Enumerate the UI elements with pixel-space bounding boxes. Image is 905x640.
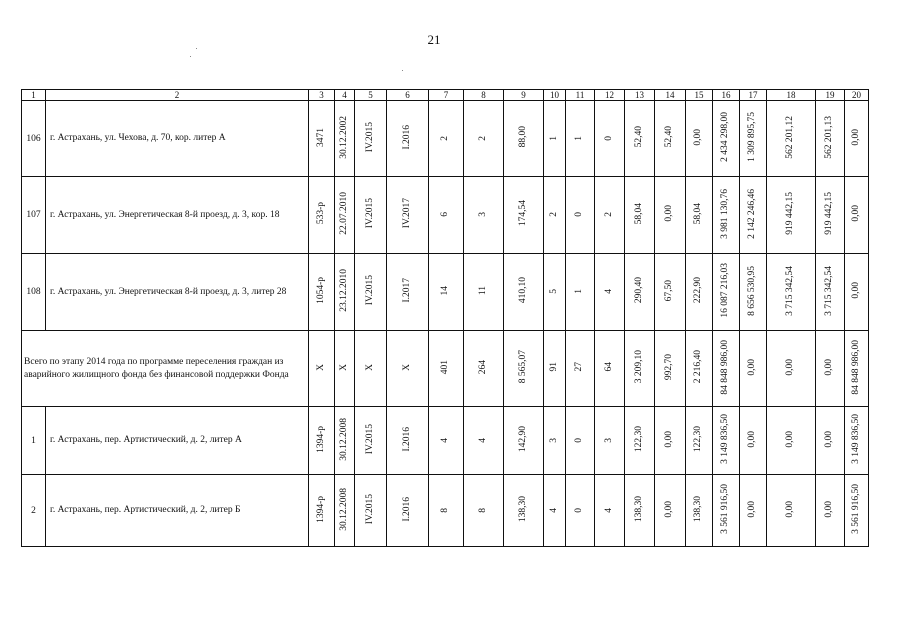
row-number	[22, 407, 46, 475]
value-cell	[595, 407, 625, 475]
value-text: 4	[603, 289, 614, 294]
header-cell: 18	[767, 90, 816, 101]
value-cell	[309, 407, 335, 475]
value-cell	[713, 254, 740, 331]
value-text: 1394-р	[315, 425, 326, 453]
value-text: 222,90	[693, 277, 704, 304]
value-cell	[767, 407, 816, 475]
value-cell	[655, 254, 686, 331]
value-text: 142,90	[517, 425, 528, 453]
value-cell	[355, 407, 387, 475]
scan-speck	[402, 70, 403, 71]
value-cell	[816, 475, 845, 547]
value-cell	[387, 254, 429, 331]
value-text: 0,00	[664, 500, 675, 518]
value-cell	[387, 101, 429, 177]
header-cell: 12	[595, 90, 625, 101]
value-text: 58,04	[693, 202, 704, 225]
value-cell	[464, 254, 504, 331]
address-cell	[46, 254, 309, 331]
value-text: 138,30	[633, 495, 644, 523]
value-cell	[355, 475, 387, 547]
total-value-cell	[740, 331, 767, 407]
value-text: 4	[603, 507, 614, 513]
value-text: 3 149 836,50	[850, 414, 861, 464]
value-cell	[387, 177, 429, 254]
value-cell	[429, 475, 464, 547]
total-value-cell	[767, 331, 816, 407]
value-text: 0,00	[785, 430, 796, 448]
value-cell	[625, 177, 655, 254]
scan-speck	[196, 48, 197, 49]
value-cell	[544, 254, 566, 331]
value-cell	[309, 101, 335, 177]
value-cell	[686, 254, 713, 331]
value-cell	[566, 177, 595, 254]
value-text: IV.2015	[364, 493, 375, 525]
value-cell	[335, 101, 355, 177]
value-text: 11	[477, 285, 488, 296]
total-value-cell	[429, 331, 464, 407]
value-text: 3 715 342,54	[824, 265, 835, 316]
value-cell	[816, 254, 845, 331]
value-text: 4	[548, 507, 559, 513]
value-cell	[595, 101, 625, 177]
value-cell	[387, 475, 429, 547]
value-cell	[686, 475, 713, 547]
value-cell	[686, 101, 713, 177]
value-cell	[686, 407, 713, 475]
total-row	[22, 331, 869, 407]
value-cell	[566, 475, 595, 547]
value-text: 3	[548, 437, 559, 443]
address-text: г. Астрахань, пер. Артистический, д. 2, литер Б	[50, 505, 241, 516]
value-text: 0,00	[664, 205, 675, 222]
value-cell	[713, 475, 740, 547]
value-cell	[625, 101, 655, 177]
value-text: 290,40	[633, 277, 644, 304]
total-value-text: 0,00	[747, 358, 758, 376]
value-text: 1 309 895,75	[747, 112, 758, 162]
value-cell	[464, 101, 504, 177]
value-text: 1394-р	[315, 495, 326, 523]
value-text: 2 434 298,00	[720, 112, 731, 162]
value-text: 0,00	[693, 128, 704, 146]
value-text: 4	[440, 437, 451, 443]
value-text: 0,00	[664, 430, 675, 448]
total-label-cell	[22, 331, 309, 407]
value-text: 3	[603, 437, 614, 443]
value-cell	[655, 475, 686, 547]
value-text: 2	[477, 135, 488, 141]
value-cell	[504, 101, 544, 177]
header-cell: 17	[740, 90, 767, 101]
table-row	[22, 407, 869, 475]
value-text: IV.2015	[364, 423, 375, 455]
table-body	[22, 90, 869, 547]
value-cell	[816, 101, 845, 177]
total-value-text: 2 216,40	[693, 350, 704, 384]
row-number	[22, 475, 46, 547]
value-cell	[767, 475, 816, 547]
value-text: 3 149 836,50	[720, 414, 731, 464]
value-cell	[309, 177, 335, 254]
row-number-text: 1	[31, 435, 36, 446]
value-text: 6	[440, 212, 451, 217]
header-cell: 5	[355, 90, 387, 101]
value-text: 67,50	[664, 279, 675, 302]
value-cell	[595, 475, 625, 547]
value-cell	[429, 254, 464, 331]
row-number-text: 107	[26, 210, 41, 220]
header-cell: 13	[625, 90, 655, 101]
value-text: 58,04	[633, 202, 644, 225]
value-text: 562 201,13	[824, 115, 835, 159]
row-number-text: 106	[26, 133, 41, 144]
value-cell	[767, 254, 816, 331]
value-cell	[504, 177, 544, 254]
value-text: IV.2015	[364, 198, 375, 229]
value-cell	[355, 177, 387, 254]
value-cell	[335, 475, 355, 547]
value-cell	[655, 177, 686, 254]
value-text: 22.07.2010	[338, 192, 349, 235]
address-cell	[46, 475, 309, 547]
total-value-cell	[504, 331, 544, 407]
value-text: 919 442,15	[824, 192, 835, 235]
value-cell	[387, 407, 429, 475]
value-text: IV.2017	[401, 198, 412, 229]
value-cell	[713, 407, 740, 475]
value-cell	[845, 177, 869, 254]
value-cell	[816, 177, 845, 254]
value-text: 0,00	[785, 500, 796, 518]
header-cell: 20	[845, 90, 869, 101]
value-text: 30.12.2008	[338, 417, 349, 461]
header-cell: 4	[335, 90, 355, 101]
value-cell	[355, 101, 387, 177]
total-value-cell	[566, 331, 595, 407]
value-cell	[713, 177, 740, 254]
value-text: 3	[477, 212, 488, 217]
value-cell	[845, 254, 869, 331]
total-value-cell	[595, 331, 625, 407]
value-cell	[655, 407, 686, 475]
value-cell	[686, 177, 713, 254]
value-text: 16 087 216,03	[720, 263, 731, 318]
value-cell	[355, 254, 387, 331]
value-text: 410,10	[517, 277, 528, 304]
value-cell	[845, 101, 869, 177]
value-text: I.2016	[401, 426, 412, 452]
value-cell	[429, 407, 464, 475]
total-value-text: 91	[548, 362, 559, 372]
value-text: 8	[477, 507, 488, 513]
header-cell: 10	[544, 90, 566, 101]
value-text: I.2016	[401, 124, 412, 150]
total-value-text: X	[315, 363, 326, 371]
value-text: 2	[603, 212, 614, 217]
header-cell: 6	[387, 90, 429, 101]
value-text: 30.12.2008	[338, 487, 349, 531]
value-text: 0,00	[824, 500, 835, 518]
value-cell	[566, 101, 595, 177]
value-cell	[625, 407, 655, 475]
value-text: 1054-р	[315, 277, 326, 304]
value-text: 5	[548, 289, 559, 294]
header-cell: 9	[504, 90, 544, 101]
value-text: 14	[440, 285, 451, 296]
total-value-text: X	[364, 363, 375, 371]
value-text: 138,30	[693, 495, 704, 523]
row-number	[22, 177, 46, 254]
value-text: 174,54	[517, 200, 528, 227]
total-value-text: 8 565,07	[517, 350, 528, 384]
value-text: 0,00	[747, 430, 758, 448]
value-cell	[504, 475, 544, 547]
data-table	[21, 89, 869, 547]
value-cell	[464, 177, 504, 254]
value-text: 533-р	[315, 202, 326, 225]
value-cell	[740, 254, 767, 331]
value-cell	[845, 407, 869, 475]
value-cell	[504, 407, 544, 475]
total-value-text: X	[401, 363, 412, 371]
value-cell	[544, 101, 566, 177]
value-text: 0	[574, 507, 585, 513]
total-value-text: 992,70	[664, 353, 675, 381]
header-cell: 19	[816, 90, 845, 101]
value-cell	[544, 407, 566, 475]
value-text: 0,00	[824, 430, 835, 448]
value-cell	[740, 407, 767, 475]
address-cell	[46, 177, 309, 254]
value-cell	[625, 254, 655, 331]
value-text: 3 561 916,50	[850, 484, 861, 534]
value-cell	[504, 254, 544, 331]
value-text: 3 561 916,50	[720, 484, 731, 534]
value-text: 8	[440, 507, 451, 513]
value-cell	[429, 177, 464, 254]
total-value-cell	[713, 331, 740, 407]
value-text: 52,40	[664, 126, 675, 148]
value-text: 23.12.2010	[338, 269, 349, 312]
total-value-cell	[845, 331, 869, 407]
value-text: 1	[574, 289, 585, 294]
total-label: Всего по этапу 2014 года по программе переселения граждан из аварийного жилищного фонда без финансовой поддержки Фонда	[24, 356, 289, 380]
total-value-cell	[816, 331, 845, 407]
header-cell: 8	[464, 90, 504, 101]
value-text: 0	[574, 437, 585, 443]
value-text: 3471	[315, 127, 326, 147]
header-cell: 2	[46, 90, 309, 101]
value-text: 88,00	[517, 126, 528, 148]
value-text: 4	[477, 437, 488, 443]
value-text: 2 142 246,46	[747, 188, 758, 239]
value-text: 138,30	[517, 495, 528, 523]
header-cell: 3	[309, 90, 335, 101]
header-cell: 1	[22, 90, 46, 101]
table-row	[22, 177, 869, 254]
scan-speck	[190, 56, 191, 57]
header-cell: 14	[655, 90, 686, 101]
value-text: 3 715 342,54	[785, 265, 796, 316]
total-value-text: 64	[603, 362, 614, 372]
address-cell	[46, 407, 309, 475]
total-value-text: X	[338, 363, 349, 371]
value-cell	[740, 101, 767, 177]
value-text: IV.2015	[364, 275, 375, 306]
value-cell	[566, 254, 595, 331]
total-value-cell	[464, 331, 504, 407]
header-cell: 15	[686, 90, 713, 101]
value-cell	[464, 407, 504, 475]
value-text: 0,00	[850, 282, 861, 299]
value-cell	[713, 101, 740, 177]
value-text: 30.12.2002	[338, 115, 349, 159]
table-row	[22, 101, 869, 177]
value-cell	[767, 101, 816, 177]
row-number-text: 108	[26, 287, 41, 297]
value-text: 52,40	[633, 126, 644, 148]
value-text: 1	[548, 135, 559, 141]
total-value-cell	[686, 331, 713, 407]
value-text: 2	[548, 212, 559, 217]
total-value-cell	[544, 331, 566, 407]
header-row	[22, 90, 869, 101]
value-cell	[544, 475, 566, 547]
total-value-text: 27	[574, 362, 585, 372]
total-value-cell	[355, 331, 387, 407]
value-text: 1	[574, 135, 585, 141]
value-cell	[429, 101, 464, 177]
total-value-cell	[335, 331, 355, 407]
value-cell	[740, 475, 767, 547]
table-row	[22, 254, 869, 331]
row-number	[22, 101, 46, 177]
value-cell	[625, 475, 655, 547]
row-number-text: 2	[31, 505, 36, 516]
value-text: IV.2015	[364, 121, 375, 153]
value-cell	[309, 254, 335, 331]
value-text: I.2017	[401, 278, 412, 303]
total-value-text: 264	[477, 359, 488, 375]
value-text: 0	[603, 135, 614, 141]
value-cell	[845, 475, 869, 547]
value-cell	[655, 101, 686, 177]
value-cell	[767, 177, 816, 254]
value-text: 0	[574, 212, 585, 217]
header-cell: 16	[713, 90, 740, 101]
value-text: 3 981 130,76	[720, 188, 731, 239]
value-text: 122,30	[693, 425, 704, 453]
total-value-text: 84 848 986,00	[720, 339, 731, 395]
address-text: г. Астрахань, ул. Чехова, д. 70, кор. литер А	[50, 133, 226, 144]
table-row	[22, 475, 869, 547]
value-text: I.2016	[401, 496, 412, 522]
header-cell: 7	[429, 90, 464, 101]
value-cell	[740, 177, 767, 254]
value-text: 0,00	[850, 205, 861, 222]
total-value-text: 401	[440, 359, 451, 375]
value-cell	[464, 475, 504, 547]
value-text: 562 201,12	[785, 115, 796, 159]
total-value-cell	[309, 331, 335, 407]
value-text: 919 442,15	[785, 192, 796, 235]
value-text: 2	[440, 135, 451, 141]
address-text: г. Астрахань, ул. Энергетическая 8-й проезд, д. 3, кор. 18	[50, 209, 280, 220]
page-number: 21	[427, 32, 441, 47]
value-cell	[595, 177, 625, 254]
value-text: 0,00	[850, 128, 861, 146]
total-value-cell	[387, 331, 429, 407]
value-cell	[335, 407, 355, 475]
value-cell	[566, 407, 595, 475]
value-text: 8 656 530,95	[747, 265, 758, 316]
value-cell	[335, 177, 355, 254]
value-cell	[309, 475, 335, 547]
total-value-cell	[625, 331, 655, 407]
total-value-text: 84 848 986,00	[850, 339, 861, 395]
total-value-cell	[655, 331, 686, 407]
address-text: г. Астрахань, ул. Энергетическая 8-й проезд, д. 3, литер 28	[50, 286, 287, 297]
header-cell: 11	[566, 90, 595, 101]
value-cell	[595, 254, 625, 331]
address-text: г. Астрахань, пер. Артистический, д. 2, литер А	[50, 435, 242, 446]
total-value-text: 0,00	[824, 358, 835, 376]
total-value-text: 3 209,10	[633, 350, 644, 384]
value-cell	[816, 407, 845, 475]
value-cell	[335, 254, 355, 331]
value-text: 0,00	[747, 500, 758, 518]
address-cell	[46, 101, 309, 177]
value-text: 122,30	[633, 425, 644, 453]
row-number	[22, 254, 46, 331]
total-value-text: 0,00	[785, 358, 796, 376]
value-cell	[544, 177, 566, 254]
